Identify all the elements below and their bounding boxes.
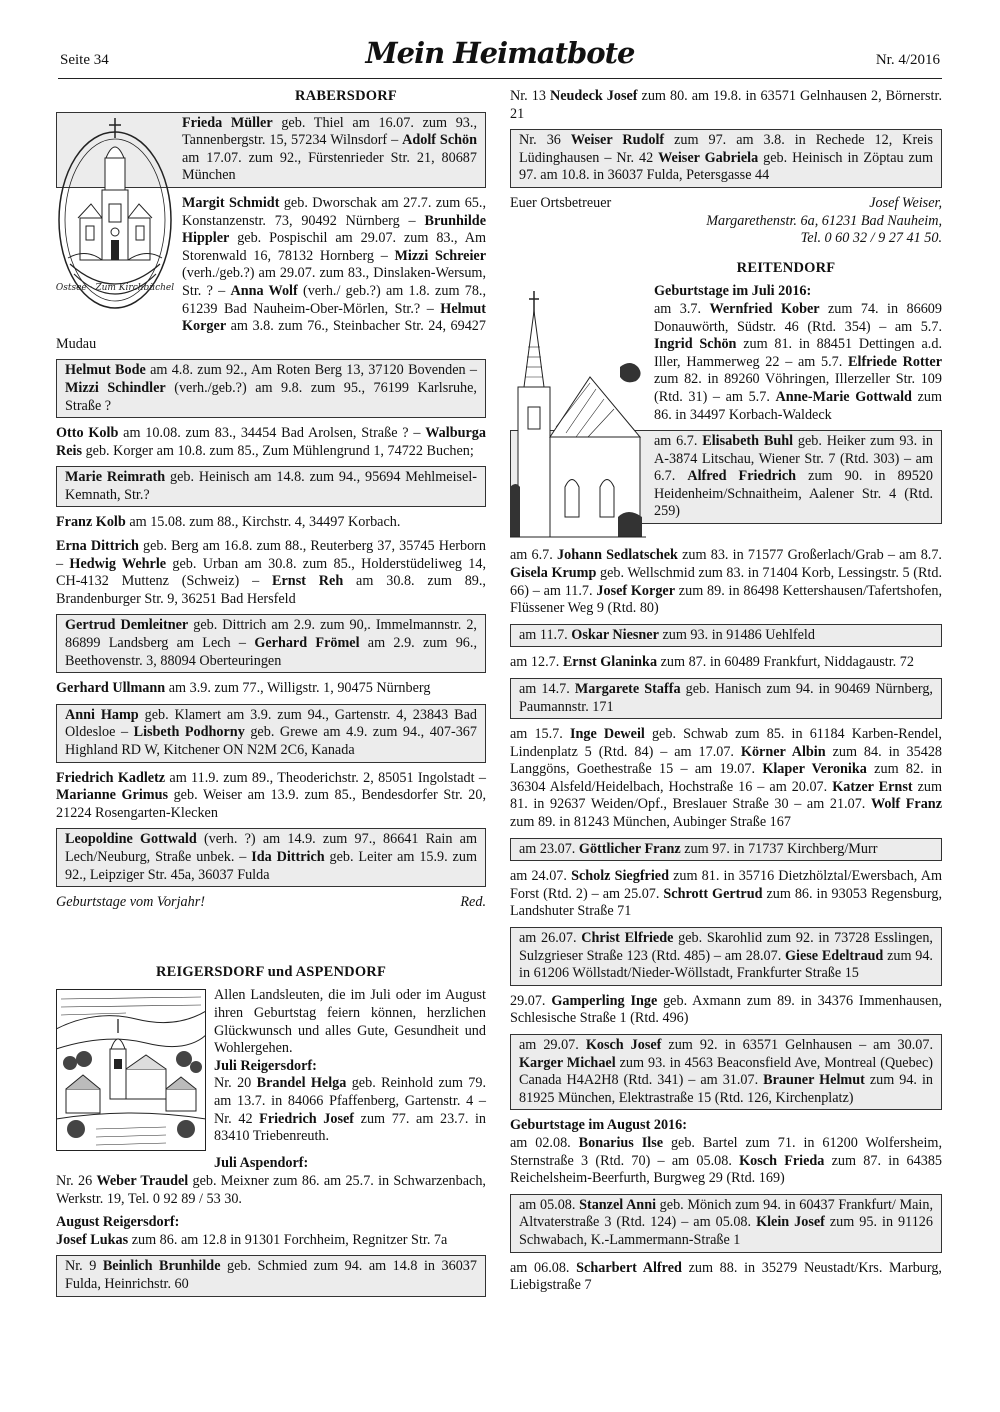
box-reitendorf-2: am 11.7. Oskar Niesner zum 93. in 91486 Uehlfeld xyxy=(510,624,942,648)
heading-august-reigersdorf: August Reigersdorf: xyxy=(56,1214,180,1231)
text-reitendorf-5: am 24.07. Scholz Siegfried zum 81. in 35716 Dietzhölztal/Ewersbach, Am Forst (Rtd. 2) – am 25.07. Schrott Gertrud zum 86. in 93053 Regensburg, Landshuter Straße 71 xyxy=(510,868,943,920)
signature-name: Josef Weiser, xyxy=(869,194,942,211)
text-reitendorf-8: am 06.08. Scharbert Alfred zum 88. in 35279 Neustadt/Krs. Marburg, Liebigstraße 7 xyxy=(510,1259,942,1294)
signature-phone: Tel. 0 60 32 / 9 27 41 50. xyxy=(800,230,942,247)
church-seal-illustration xyxy=(56,108,174,318)
text-reitendorf-6: 29.07. Gamperling Inge geb. Axmann zum 89. in 34376 Immenhausen, Schlesische Straße 1 (Rtd. 496) xyxy=(510,992,942,1027)
box-rabersdorf-1: Frieda Müller geb. Thiel am 16.07. zum 93., Tannenbergstr. 15, 57234 Wilnsdorf – Adolf Schön am 17.07. zum 92., Fürstenrieder Str. 21, 80687 München xyxy=(56,112,486,188)
heading-juli-reigersdorf: Juli Reigersdorf: xyxy=(214,1057,317,1074)
footer-editor: Red. xyxy=(460,894,486,911)
church-sketch-illustration xyxy=(510,287,646,543)
text-right-top: Nr. 13 Neudeck Josef zum 80. am 19.8. in 63571 Gelnhausen 2, Börnerstr. 21 xyxy=(510,88,942,122)
seal-caption: Ostsee · Zum Kirchbüchel xyxy=(56,282,174,293)
section-title-reitendorf: REITENDORF xyxy=(736,259,836,276)
signature-details xyxy=(706,195,942,248)
village-illustration xyxy=(56,989,206,1151)
text-rabersdorf-6: Friedrich Kadletz am 11.9. zum 89., Theoderichstr. 2, 85051 Ingolstadt – Marianne Grimus geb. Weiser am 13.9. zum 85., Bendesdorfer Str. 20, 21224 Rosengarten-Klecken xyxy=(56,769,486,821)
box-rabersdorf-6: Leopoldine Gottwald (verh. ?) am 14.9. zum 97., 86641 Rain am Lech/Neuburg, Straße unbek. – Ida Dittrich geb. Leiter am 15.9. zum 92., Leipziger Str. 45a, 36037 Fulda xyxy=(56,828,486,887)
header-rule xyxy=(58,78,942,79)
text-rabersdorf-2: Otto Kolb am 10.08. zum 83., 34454 Bad Arolsen, Straße ? – Walburga Reis geb. Korger am 10.8. zum 85., Zum Mühlengrund 1, 74722 Buchen; xyxy=(56,425,486,459)
text-reitendorf-1: am 3.7. Wernfried Kober zum 74. in 86609 Donauwörth, Südstr. 46 (Rtd. 354) – am 5.7. Ingrid Schön zum 81. in 88451 Dettingen a.d. Iller, Hammerweg 22 – am 5.7. Elfriede Rotter zum 82. in 89260 Vöhringen, Illerzeller Str. 109 (Rtd. 31) – am 5.7. Anne-Marie Gottwald zum 86. in 34497 Korbach-Waldeck xyxy=(654,300,943,423)
footer-note: Geburtstage vom Vorjahr! xyxy=(56,894,205,911)
signature-block xyxy=(510,195,942,248)
signature-label: Euer Ortsbetreuer xyxy=(510,194,612,211)
box-rabersdorf-5: Anni Hamp geb. Klamert am 3.9. zum 94., Gartenstr. 4, 23843 Bad Oldesloe – Lisbeth Podhorny geb. Grewe am 4.9. zum 94., 407-367 Highland RD W, Kitchener ON N2M 2C6, Kanada xyxy=(56,704,486,763)
rabersdorf-footer xyxy=(56,894,486,912)
box-rabersdorf-4: Gertrud Demleitner geb. Dittrich am 2.9. zum 90,. Immelmannstr. 2, 86899 Landsberg am Lech – Gerhard Frömel am 2.9. zum 96., Beethovenstr. 3, 88094 Oberteuringen xyxy=(56,614,486,673)
text-rabersdorf-3: Franz Kolb am 15.08. zum 88., Kirchstr. 4, 34497 Korbach. xyxy=(56,514,401,531)
section-title-rabersdorf: RABERSDORF xyxy=(295,88,397,104)
box-reitendorf-4: am 23.07. Göttlicher Franz zum 97. in 71737 Kirchberg/Murr xyxy=(510,838,942,862)
page-number: Seite 34 xyxy=(60,52,109,68)
box-reigersdorf: Nr. 9 Beinlich Brunhilde geb. Schmied zum 94. am 14.8 in 36037 Fulda, Heinrichstr. 60 xyxy=(56,1255,486,1296)
text-reigersdorf-intro: Allen Landsleuten, die im Juli oder im August ihren Geburtstag feiern können, herzlichen Glückwunsch und alles Gute, Gesundheit und Wohlergehen. xyxy=(214,987,486,1057)
right-column xyxy=(510,88,942,1301)
signature-address: Margarethenstr. 6a, 61231 Bad Nauheim, xyxy=(706,212,942,229)
text-rabersdorf-4: Erna Dittrich geb. Berg am 16.8. zum 88., Reuterberg 37, 35745 Herborn – Hedwig Wehrle geb. Urban am 30.8. zum 85., Holderstüdeliweg 14, CH-4132 Muttenz (Schweiz) – Ernst Reh am 30.8. zum 89., Brandenburger Str. 9, 36251 Bad Hersfeld xyxy=(56,538,487,607)
text-reitendorf-2: am 6.7. Johann Sedlatschek zum 83. in 71577 Großerlach/Grab – am 8.7. Gisela Krump geb. Wellschmid zum 83. in 71404 Korb, Lessingstr. 5 (Rtd. 66) – am 11.7. Josef Korger zum 89. in 86498 Kettershausen/Tafertshofen, Flüssener Weg 9 (Rtd. 80) xyxy=(510,547,942,617)
heading-juli-2016: Geburtstage im Juli 2016: xyxy=(654,283,812,300)
box-right-top: Nr. 36 Weiser Rudolf zum 97. am 3.8. in Rechede 12, Kreis Lüdinghausen – Nr. 42 Weiser Gabriela geb. Heinisch in Zöptau zum 97. am 10.8. in 36037 Fulda, Petersgasse 44 xyxy=(510,129,942,188)
box-rabersdorf-2: Helmut Bode am 4.8. zum 92., Am Roten Berg 13, 37120 Bovenden – Mizzi Schindler (verh./geb.?) am 9.8. zum 95., 76199 Karlsruhe, Straße ? xyxy=(56,359,486,418)
left-column xyxy=(56,88,486,1304)
text-reitendorf-3: am 12.7. Ernst Glaninka zum 87. in 60489 Frankfurt, Niddagaustr. 72 xyxy=(510,654,914,671)
masthead-title: Mein Heimatbote xyxy=(365,36,635,70)
text-juli-aspendorf: Nr. 26 Weber Traudel geb. Meixner zum 86. am 25.7. in Schwarzenbach, Werkstr. 19, Tel. 0 92 89 / 53 30. xyxy=(56,1172,486,1207)
section-title-reigersdorf: REIGERSDORF und ASPENDORF xyxy=(155,963,387,980)
text-reitendorf-4: am 15.7. Inge Deweil geb. Schwab zum 85. in 61184 Karben-Rendel, Lindenplatz 5 (Rtd. 84) – am 17.07. Körner Albin zum 84. in 35428 Langgöns, Goethestraße 15 – am 19.07. Klaper Veronika zum 82. in 36304 Alsfeld/Heidelbach, Hochstraße 16 – am 20.07. Katzer Ernst zum 81. in 92637 Weiden/Opf., Breslauer Straße 30 – am 21.07. Wolf Franz zum 89. in 81243 München, Aubinger Straße 167 xyxy=(510,726,943,831)
heading-juli-aspendorf: Juli Aspendorf: xyxy=(214,1155,309,1172)
box-rabersdorf-3: Marie Reimrath geb. Heinisch am 14.8. zum 94., 95694 Mehlmeisel-Kemnath, Str.? xyxy=(56,466,486,507)
box-reitendorf-3: am 14.7. Margarete Staffa geb. Hanisch zum 94. in 90469 Nürnberg, Paumannstr. 171 xyxy=(510,678,942,719)
text-rabersdorf-1: Margit Schmidt geb. Dworschak am 27.7. zum 65., Konstanzenstr. 73, 90492 Nürnberg – Brunhilde Hippler geb. Pospischil am 29.07. zum 83., Am Storenwald 16, 78132 Hornberg – Mizzi Schreier (verh./geb.?) am 29.07. zum 83., Dinslaken-Wersum, Str. ? – Anna Wolf (verh./ geb.?) am 1.8. zum 78., 61239 Bad Nauheim-Ober-Mörlen, Str.? – Helmut Korger am 3.8. zum 76., Steinbacher Str. 24, 69427 Mudau xyxy=(56,194,487,352)
text-rabersdorf-5: Gerhard Ullmann am 3.9. zum 77., Willigstr. 1, 90475 Nürnberg xyxy=(56,680,431,697)
heading-august-2016: Geburtstage im August 2016: xyxy=(510,1117,687,1134)
text-august-reigersdorf: Josef Lukas zum 86. am 12.8 in 91301 Forchheim, Regnitzer Str. 7a xyxy=(56,1231,448,1248)
text-reitendorf-7: am 02.08. Bonarius Ilse geb. Bartel zum 71. in 61200 Wolfersheim, Sternstraße 3 (Rtd. 70) – am 05.08. Kosch Frieda zum 87. in 64385 Reichelsheim-Beerfurth, Burgweg 29 (Rtd. 169) xyxy=(510,1134,943,1187)
issue-number: Nr. 4/2016 xyxy=(875,52,940,68)
box-reitendorf-7: am 05.08. Stanzel Anni geb. Mönich zum 94. in 60437 Frankfurt/ Main, Altvaterstraße 3 (Rtd. 124) – am 05.08. Klein Josef zum 95. in 91126 Schwabach, K.-Lammermann-Straße 1 xyxy=(510,1194,942,1253)
box-reitendorf-1: am 6.7. Elisabeth Buhl geb. Heiker zum 93. in A-3874 Litschau, Wiener Str. 7 (Rtd. 303) – am 6.7. Alfred Friedrich zum 90. in 89520 Heidenheim/Schnaitheim, Aalener Str. 4 (Rtd. 259) xyxy=(510,430,942,524)
box-reitendorf-6: am 29.07. Kosch Josef zum 92. in 63571 Gelnhausen – am 30.07. Karger Michael zum 93. in 4563 Beaconsfield Ave, Montreal (Quebec) Canada H4A2H8 (Rtd. 341) – am 31.07. Brauner Helmut zum 94. in 81925 München, Elektrastraße 15 (Rtd. 126, Kirchenplatz) xyxy=(510,1034,942,1110)
text-juli-reigersdorf: Nr. 20 Brandel Helga geb. Reinhold zum 79. am 13.7. in 84066 Pfaffenberg, Gartenstr. 4 – Nr. 42 Friedrich Josef zum 77. am 23.7. in 83410 Triebenreuth. xyxy=(214,1075,487,1145)
box-reitendorf-5: am 26.07. Christ Elfriede geb. Skarohlid zum 92. in 73728 Esslingen, Sulzgrieser Straße 123 (Rtd. 485) – am 28.07. Giese Edeltraud zum 94. in 61206 Wöllstadt/Nieder-Wöllstadt, Frankfurter Straße 15 xyxy=(510,927,942,986)
